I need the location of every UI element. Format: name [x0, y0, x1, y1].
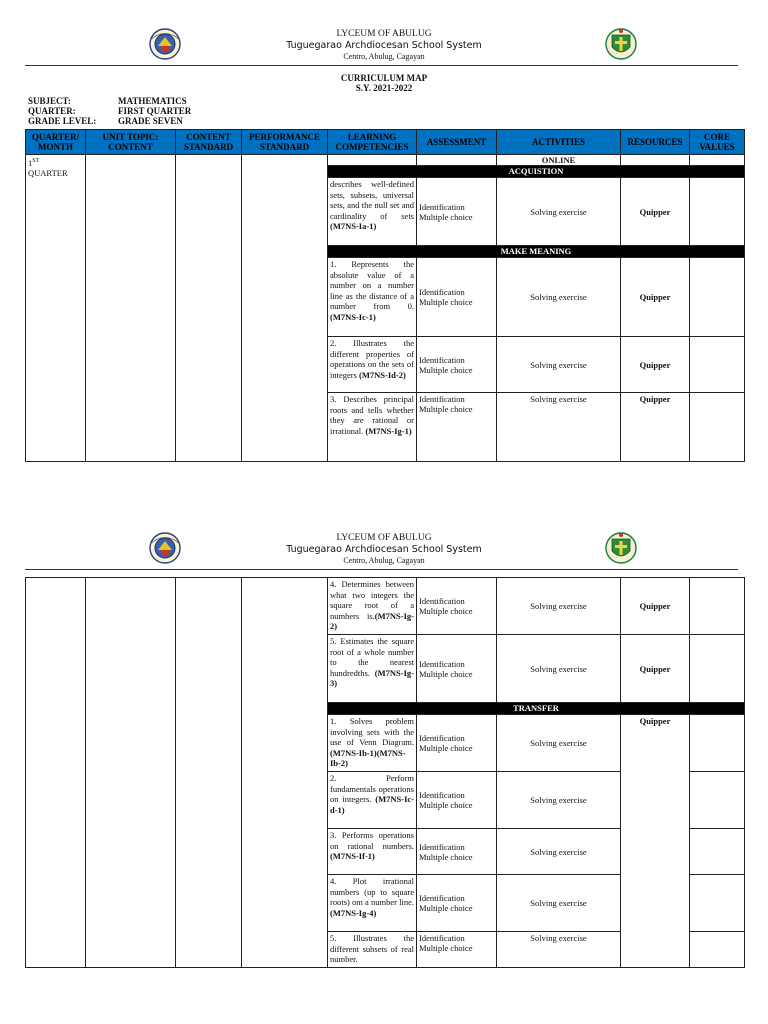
- activity-cell: Solving exercise: [497, 337, 621, 393]
- resource-cell: Quipper: [621, 258, 690, 337]
- col-learning-competencies: LEARNING COMPETENCIES: [328, 130, 417, 155]
- competency-cell: 3. Performs operations on rational numbers. (M7NS-If-1): [328, 829, 417, 875]
- content-standard-cell: [176, 155, 242, 462]
- curriculum-table-page-2: [25, 577, 745, 968]
- activity-cell: Solving exercise: [497, 772, 621, 829]
- table-row: [26, 578, 745, 635]
- school-year: S.Y. 2021-2022: [355, 83, 413, 93]
- header-rule: [25, 569, 738, 570]
- competency-cell: 2. Perform fundamentals operations on integers. (M7NS-Ic-d-1): [328, 772, 417, 829]
- competency-cell: 5. Estimates the square root of a whole number to the nearest hundredths. (M7NS-Ig-3): [328, 635, 417, 703]
- resource-cell: Quipper: [621, 578, 690, 635]
- phase-transfer-label: TRANSFER: [328, 703, 745, 715]
- quarter-cell: [26, 578, 86, 968]
- page-1: [0, 0, 768, 480]
- col-unit-topic: UNIT TOPIC: CONTENT: [86, 130, 176, 155]
- performance-standard-cell: [242, 578, 328, 968]
- activity-cell: Solving exercise: [497, 578, 621, 635]
- school-name: LYCEUM OF ABULUG: [336, 533, 432, 543]
- table-header-row: [26, 130, 745, 155]
- table-row: [26, 155, 745, 166]
- school-system: Tuguegarao Archdiocesan School System: [286, 544, 482, 555]
- quarter-label: QUARTER:: [28, 106, 76, 116]
- grade-label: GRADE LEVEL:: [28, 116, 97, 126]
- competency-cell: 2. Illustrates the different properties of operations on the sets of integers (M7NS-Id-2): [328, 337, 417, 393]
- unit-topic-cell: [86, 578, 176, 968]
- school-system: Tuguegarao Archdiocesan School System: [286, 40, 482, 51]
- header-rule: [25, 65, 738, 66]
- performance-standard-cell: [242, 155, 328, 462]
- resource-cell: Quipper: [621, 635, 690, 703]
- competency-cell: 1. Represents the absolute value of a number on a number line as the distance of a number from 0. (M7NS-Ic-1): [328, 258, 417, 337]
- phase-make-meaning-label: MAKE MEANING: [328, 246, 745, 258]
- resource-cell: Quipper: [621, 178, 690, 246]
- assessment-cell: Identification Multiple choice: [417, 715, 497, 772]
- competency-cell: 4. Plot irrational numbers (up to square roots) om a number line. (M7NS-Ig-4): [328, 875, 417, 932]
- activity-cell: Solving exercise: [497, 258, 621, 337]
- school-name: LYCEUM OF ABULUG: [336, 29, 432, 39]
- activity-cell: Solving exercise: [497, 715, 621, 772]
- activity-cell: Solving exercise: [497, 635, 621, 703]
- assessment-cell: Identification Multiple choice: [417, 829, 497, 875]
- letterhead: [0, 0, 768, 62]
- page-2: [0, 498, 768, 1024]
- activity-cell: Solving exercise: [497, 393, 621, 462]
- col-performance-standard: PERFORMANCE STANDARD: [242, 130, 328, 155]
- col-resources: RESOURCES: [621, 130, 690, 155]
- subject-label: SUBJECT:: [28, 96, 71, 106]
- mode-online: ONLINE: [497, 155, 621, 166]
- col-content-standard: CONTENT STANDARD: [176, 130, 242, 155]
- competency-cell: describes well-defined sets, subsets, universal sets, and the null set and cardinality of sets (M7NS-Ia-1): [328, 178, 417, 246]
- curriculum-table-page-1: [25, 129, 745, 462]
- activity-cell: Solving exercise: [497, 829, 621, 875]
- activity-cell: Solving exercise: [497, 932, 621, 968]
- document-meta: [28, 96, 191, 126]
- map-title: CURRICULUM MAP: [340, 73, 428, 83]
- competency-cell: 4. Determines between what two integers the square root of a numbers is.(M7NS-Ig-2): [328, 578, 417, 635]
- assessment-cell: Identification Multiple choice: [417, 635, 497, 703]
- school-address: Centro, Abulug, Cagayan: [343, 52, 425, 61]
- phase-acquisition-label: ACQUISTION: [328, 166, 745, 178]
- grade-value: GRADE SEVEN: [118, 116, 183, 126]
- assessment-cell: Identification Multiple choice: [417, 772, 497, 829]
- activity-cell: Solving exercise: [497, 178, 621, 246]
- document-title: [0, 73, 768, 93]
- content-standard-cell: [176, 578, 242, 968]
- activity-cell: Solving exercise: [497, 875, 621, 932]
- assessment-cell: Identification Multiple choice: [417, 178, 497, 246]
- resource-cell: Quipper: [621, 337, 690, 393]
- assessment-cell: Identification Multiple choice: [417, 578, 497, 635]
- col-core-values: CORE VALUES: [690, 130, 745, 155]
- col-assessment: ASSESSMENT: [417, 130, 497, 155]
- assessment-cell: Identification Multiple choice: [417, 337, 497, 393]
- resource-cell: Quipper: [621, 715, 690, 968]
- subject-value: MATHEMATICS: [118, 96, 187, 106]
- assessment-cell: Identification Multiple choice: [417, 393, 497, 462]
- school-address: Centro, Abulug, Cagayan: [343, 556, 425, 565]
- unit-topic-cell: [86, 155, 176, 462]
- assessment-cell: Identification Multiple choice: [417, 258, 497, 337]
- quarter-value: FIRST QUARTER: [118, 106, 192, 116]
- competency-cell: 1. Solves problem involving sets with the use of Venn Diagram. (M7NS-Ib-1)(M7NS-Ib-2): [328, 715, 417, 772]
- letterhead: [0, 498, 768, 566]
- col-quarter-month: QUARTER/ MONTH: [26, 130, 86, 155]
- resource-cell: Quipper: [621, 393, 690, 462]
- competency-cell: 3. Describes principal roots and tells whether they are rational or irrational. (M7NS-Ig-1): [328, 393, 417, 462]
- assessment-cell: Identification Multiple choice: [417, 932, 497, 968]
- col-activities: ACTIVITIES: [497, 130, 621, 155]
- quarter-cell: 1ST QUARTER: [26, 155, 86, 462]
- assessment-cell: Identification Multiple choice: [417, 875, 497, 932]
- competency-cell: 5. Illustrates the different subsets of real number.: [328, 932, 417, 968]
